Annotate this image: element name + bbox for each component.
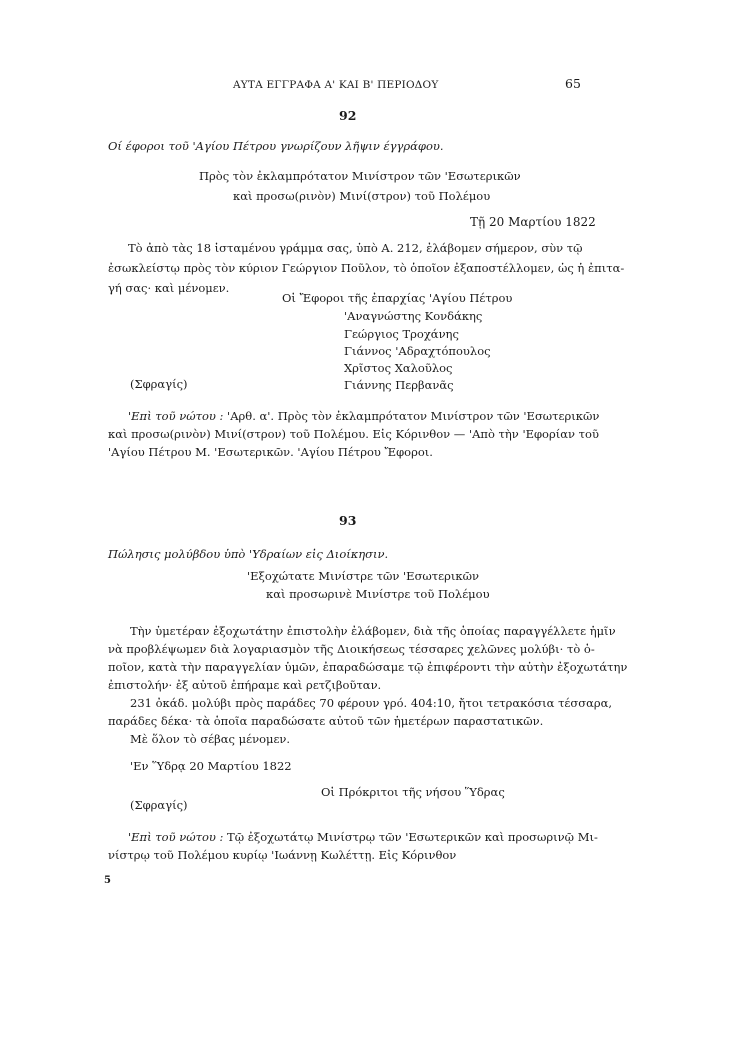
- signatory-line: 'Αναγνώστης Κονδάκης: [344, 309, 483, 323]
- seal-note: (Σφραγίς): [130, 377, 188, 391]
- body-line: Μὲ ὅλον τὸ σέβας μένομεν.: [130, 732, 291, 746]
- document-date: Τῇ 20 Μαρτίου 1822: [470, 215, 596, 229]
- verso-line: 'Αγίου Πέτρου Μ. 'Εσωτερικῶν. 'Αγίου Πέτρου Ἔφοροι.: [108, 445, 433, 459]
- verso-text: 'Αρθ. α'. Πρὸς τὸν ἐκλαμπρότατον Μινίστρον τῶν 'Εσωτερικῶν: [227, 409, 600, 423]
- verso-text: Τῷ ἐξοχωτάτῳ Μινίστρῳ τῶν 'Εσωτερικῶν καὶ προσωρινῷ Μι-: [227, 830, 598, 844]
- verso-line: [108, 409, 600, 423]
- body-line: νὰ προβλέψωμεν διὰ λογαριασμὸν τῆς Διοικήσεως τέσσαρες χελῶνες μολύβι· τὸ ὁ-: [108, 642, 595, 656]
- page-number: 65: [565, 76, 581, 91]
- verso-line: νίστρῳ τοῦ Πολέμου κυρίῳ 'Ιωάννῃ Κωλέττῃ. Εἰς Κόρινθον: [108, 848, 457, 862]
- address-line: 'Εξοχώτατε Μινίστρε τῶν 'Εσωτερικῶν: [247, 569, 479, 583]
- signatory-line: Γιάννος 'Αδραχτόπουλος: [344, 344, 491, 358]
- document-heading: Οί έφοροι τοῦ 'Αγίου Πέτρου γνωρίζουν λῆψιν έγγράφου.: [108, 139, 444, 153]
- verso-label: 'Επὶ τοῦ νώτου :: [128, 409, 224, 423]
- body-line: παράδες δέκα· τὰ ὁποῖα παραδώσατε αὐτοῦ τῶν ἡμετέρων παραστατικῶν.: [108, 714, 544, 728]
- address-line: Πρὸς τὸν ἐκλαμπρότατον Μινίστρον τῶν 'Εσωτερικῶν: [199, 169, 521, 183]
- signatory-line: Γεώργιος Τροχάνης: [344, 327, 459, 341]
- body-line: ἐπιστολήν· ἐξ αὐτοῦ ἐπήραμε καὶ ρετζιβοῦταν.: [108, 678, 382, 692]
- body-line: ἐσωκλείστῳ πρὸς τὸν κύριον Γεώργιον Ποῦλον, τὸ ὁποῖον ἐξαποστέλλομεν, ὡς ἡ ἐπιτα-: [108, 261, 625, 275]
- body-line: 231 ὀκάδ. μολύβι πρὸς παράδες 70 φέρουν γρό. 404:10, ἤτοι τετρακόσια τέσσαρα,: [130, 696, 613, 710]
- signature-mark: 5: [104, 875, 111, 886]
- signatory-line: Οἱ Ἔφοροι τῆς ἐπαρχίας 'Αγίου Πέτρου: [282, 291, 513, 305]
- verso-line: καὶ προσω(ρινὸν) Μινί(στρον) τοῦ Πολέμου. Εἰς Κόρινθον — 'Απὸ τὴν 'Εφορίαν τοῦ: [108, 427, 599, 441]
- verso-label: 'Επὶ τοῦ νώτου :: [128, 830, 224, 844]
- address-line: καὶ προσω(ρινὸν) Μινί(στρον) τοῦ Πολέμου: [233, 189, 491, 203]
- signatory-line: Οἱ Πρόκριτοι τῆς νήσου Ὕδρας: [321, 785, 505, 799]
- address-line: καὶ προσωρινὲ Μινίστρε τοῦ Πολέμου: [266, 587, 490, 601]
- signatory-line: Χρῖστος Χαλοῦλος: [344, 361, 453, 375]
- seal-note: (Σφραγίς): [130, 798, 188, 812]
- verso-line: [108, 830, 598, 844]
- body-line: γή σας· καὶ μένομεν.: [108, 281, 230, 295]
- signatory-line: Γιάννης Περβανᾶς: [344, 378, 454, 392]
- document-number: 92: [339, 108, 357, 123]
- body-line: Τὸ ἀπὸ τὰς 18 ἱσταμένου γράμμα σας, ὑπὸ Α. 212, ἐλάβομεν σήμερον, σὺν τῷ: [128, 241, 583, 255]
- document-heading: Πώλησις μολύβδου ὑπὸ 'Υδραίων εἰς Διοίκησιν.: [108, 547, 389, 561]
- body-line: ποῖον, κατὰ τὴν παραγγελίαν ὑμῶν, ἐπαραδώσαμε τῷ ἐπιφέροντι τὴν αὐτὴν ἐξοχωτάτην: [108, 660, 628, 674]
- body-line: Τὴν ὑμετέραν ἐξοχωτάτην ἐπιστολὴν ἐλάβομεν, διὰ τῆς ὁποίας παραγγέλλετε ἡμῖν: [130, 624, 616, 638]
- place-date: 'Εν Ὕδρᾳ 20 Μαρτίου 1822: [130, 759, 292, 773]
- document-number: 93: [339, 513, 357, 528]
- running-title: ΑΥΤΑ ΕΓΓΡΑΦΑ Α' ΚΑΙ Β' ΠΕΡΙΟΔΟΥ: [233, 79, 439, 91]
